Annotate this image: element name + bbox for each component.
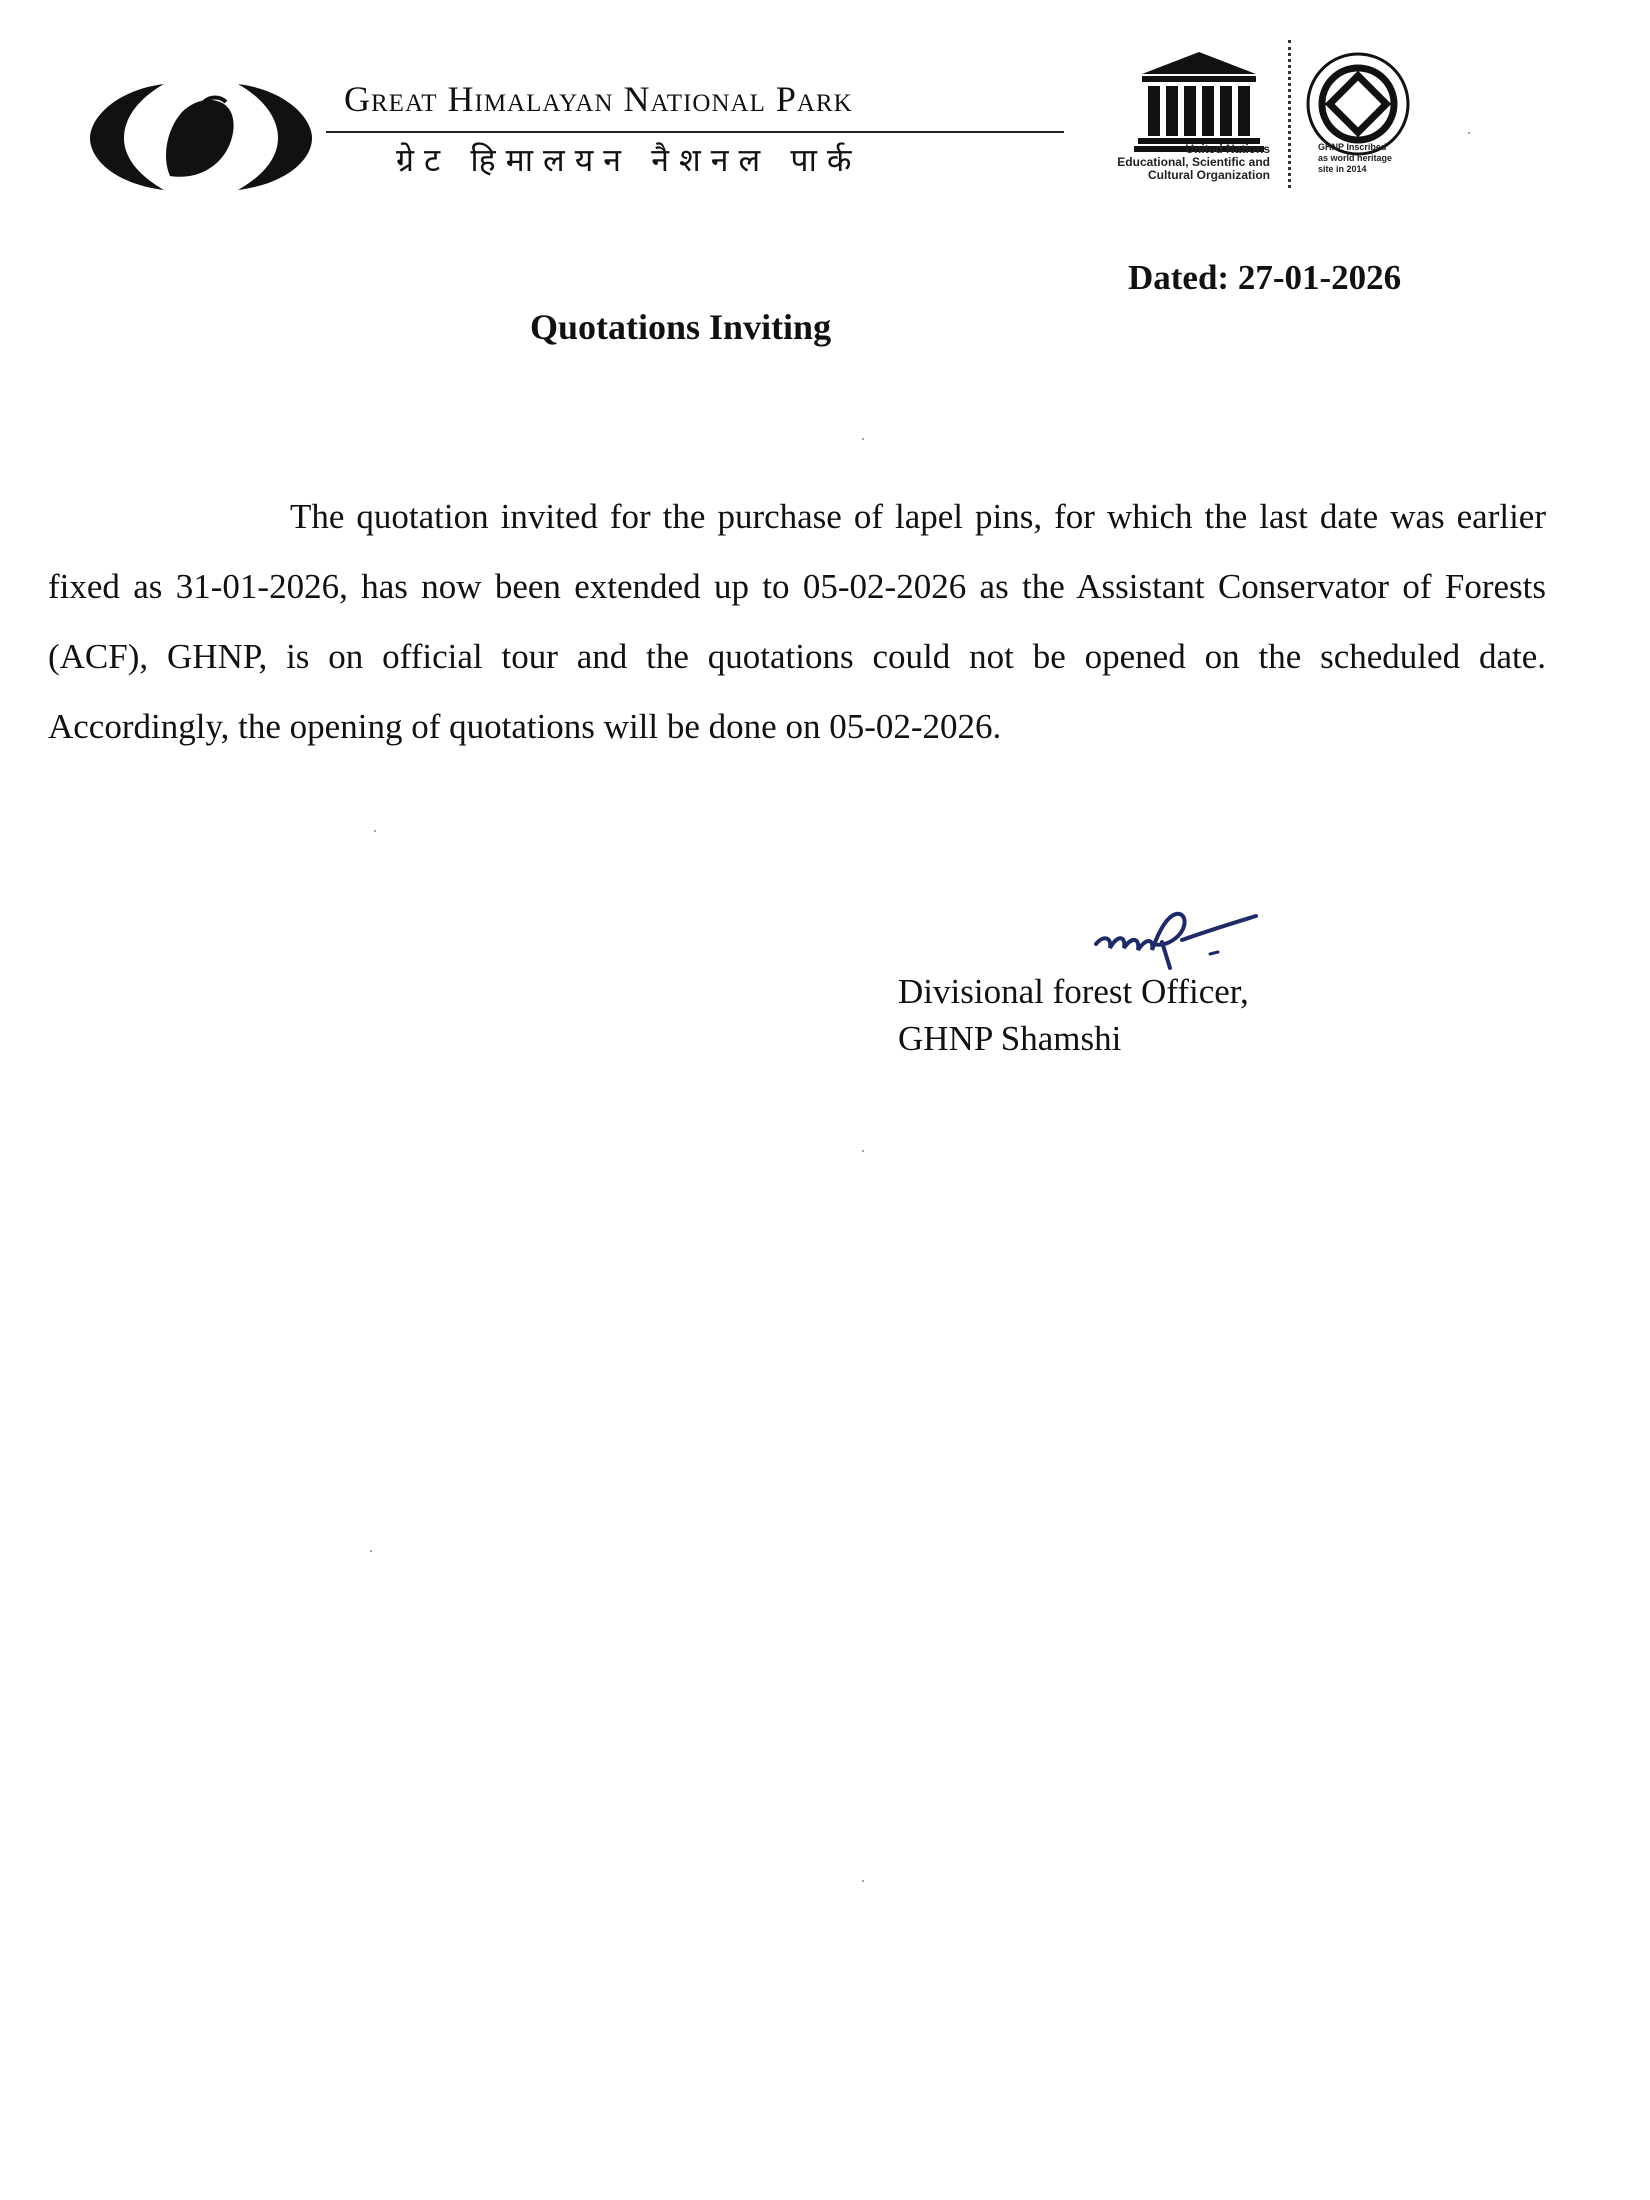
park-name-hindi: ग्रेट हिमालयन नैशनल पार्क bbox=[396, 141, 862, 179]
whc-caption-line: site in 2014 bbox=[1318, 164, 1367, 174]
signatory-block bbox=[898, 968, 1249, 1062]
letterhead bbox=[0, 0, 1650, 210]
signature-icon bbox=[1090, 898, 1260, 976]
park-name-english: Great Himalayan National Park bbox=[344, 79, 853, 119]
scan-speck bbox=[862, 438, 864, 440]
notice-title: Quotations Inviting bbox=[530, 307, 832, 347]
unesco-caption-line: Educational, Scientific and bbox=[1117, 155, 1270, 169]
unesco-temple-icon bbox=[1134, 48, 1264, 152]
letterhead-rule bbox=[326, 131, 1064, 133]
notice-body: The quotation invited for the purchase of lapel pins, for which the last date was earlier fixed as 31-01-2026, has now been extended up to 05-02-2026 as the Assistant Conservator of Forests (ACF), GHNP, is on official tour and the quotations could not be opened on the scheduled date. Accordingly, the opening of quotations will be done on 05-02-2026. bbox=[48, 497, 1546, 746]
whc-caption bbox=[1318, 142, 1428, 175]
scan-speck bbox=[370, 1550, 372, 1552]
unesco-caption bbox=[1060, 143, 1270, 182]
notice-date: Dated: 27-01-2026 bbox=[1128, 258, 1402, 297]
unesco-caption-line: United Nations bbox=[1185, 142, 1270, 156]
signatory-office: GHNP Shamshi bbox=[898, 1019, 1122, 1058]
whc-caption-line: GHNP Inscribed bbox=[1318, 142, 1387, 152]
scan-speck bbox=[374, 830, 376, 832]
whc-caption-line: as world heritage bbox=[1318, 153, 1393, 163]
header-divider bbox=[1288, 40, 1291, 188]
scan-speck bbox=[862, 1880, 864, 1882]
park-emblem-icon bbox=[86, 78, 316, 196]
unesco-caption-line: Cultural Organization bbox=[1147, 168, 1270, 182]
scan-speck bbox=[862, 1150, 864, 1152]
scan-speck bbox=[1468, 132, 1470, 134]
signatory-designation: Divisional forest Officer, bbox=[898, 972, 1249, 1011]
